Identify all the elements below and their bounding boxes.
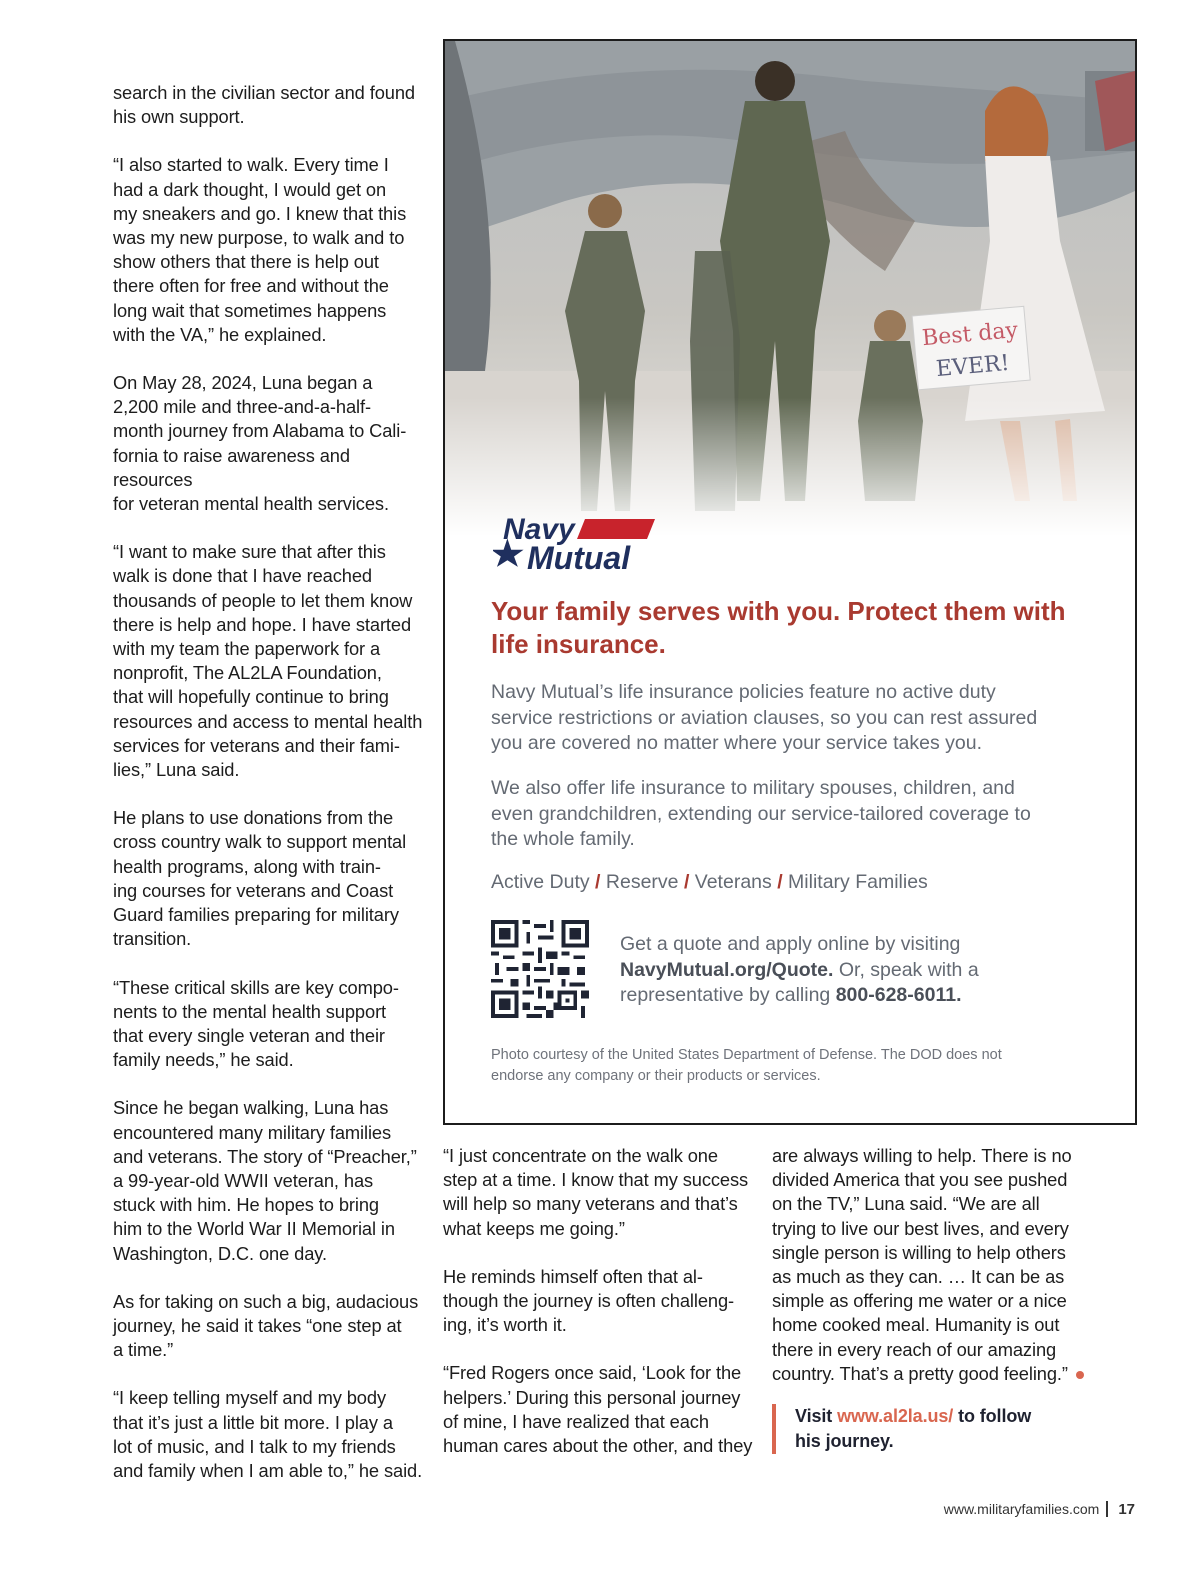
callout-visit-text: Visit xyxy=(795,1406,838,1427)
category-veterans: Veterans xyxy=(694,871,772,893)
logo-text-navy: Navy xyxy=(503,513,575,546)
category-military-families: Military Families xyxy=(788,871,928,893)
ad-paragraph-policies: Navy Mutual’s life insurance policies feature no active duty service restrictions or aviation clauses, so you can rest assured you are covered no matter where your service takes you. xyxy=(491,681,1038,754)
article-column-1 xyxy=(113,81,425,1507)
al2la-link[interactable]: www.al2la.us/ xyxy=(837,1406,954,1427)
callout-rest-text: to follow his journey. xyxy=(795,1406,1032,1452)
article-closing-paragraph xyxy=(772,1144,1084,1386)
article-paragraph: Since he began walking, Luna has encountered many military families and veterans. The story of “Preacher,” a 99-year-old WWII veteran, has stuck with him. He hopes to bring him to the World War II Memorial in Washington, D.C. one day. xyxy=(113,1097,417,1264)
qr-code-icon[interactable] xyxy=(491,920,589,1018)
logo-text-mutual: Mutual xyxy=(527,540,631,573)
ad-headline: Your family serves with you. Protect them with life insurance. xyxy=(491,596,1066,659)
article-paragraph: As for taking on such a big, audacious journey, he said it takes “one step at a time.” xyxy=(113,1290,419,1361)
ad-paragraph-family: We also offer life insurance to military spouses, children, and even grandchildren, extending our service-tailored coverage to the whole family. xyxy=(491,777,1031,850)
article-column-2 xyxy=(443,1144,755,1482)
article-paragraph: “I keep telling myself and my body that it’s just a little bit more. I play a lot of music, and I talk to my friends and family when I am able to,” he said. xyxy=(113,1387,423,1481)
photo-credit: Photo courtesy of the United States Department of Defense. The DOD does not endorse any company or their products or services. xyxy=(491,1047,1002,1084)
phone-number-link[interactable]: 800-628-6011. xyxy=(835,984,962,1006)
article-paragraph: He plans to use donations from the cross country walk to support mental health programs, along with train- ing courses for veterans and Coast Guard families preparing for military transition. xyxy=(113,807,407,950)
category-reserve: Reserve xyxy=(605,871,679,893)
navy-mutual-logo xyxy=(493,511,663,573)
cta-middle-text: Or, speak with a representative by calling xyxy=(620,958,979,1006)
article-paragraph: “Fred Rogers once said, ‘Look for the helpers.’ During this personal journey of mine, I have realized that each human cares about the other, and they xyxy=(443,1362,753,1457)
page-number: 17 xyxy=(1118,1501,1135,1518)
category-separator: / xyxy=(683,871,690,893)
article-paragraph: “I want to make sure that after this walk is done that I have reached thousands of people to let them know there is help and hope. I have started with my team the paperwork for a nonprofit, The AL2LA Foundation, that will hopefully continue to bring resources and access to mental health services for veterans and their fami- lies,” Luna said. xyxy=(113,541,423,781)
article-paragraph: On May 28, 2024, Luna began a 2,200 mile and three-and-a-half- month journey from Alabama to Cali- fornia to raise awareness and resources for veteran mental health services. xyxy=(113,372,407,515)
end-mark-dot xyxy=(1076,1371,1084,1379)
ad-call-to-action xyxy=(620,932,1080,1009)
article-closing-text: are always willing to help. There is no divided America that you see pushed on the TV,” Luna said. “We are all trying to live our best lives, and every single person is willing to help others as much as they can. … It can be as simple as offering me water or a nice home cooked meal. Humanity is out there in every reach of our amazing country. That’s a pretty good feeling.” xyxy=(772,1145,1072,1384)
article-paragraph: “I also started to walk. Every time I had a dark thought, I would get on my sneakers and go. I knew that this was my new purpose, to walk and to show others that there is help out there often for free and without the long wait that sometimes happens with the VA,” he explained. xyxy=(113,154,407,345)
footer-site-link[interactable]: www.militaryfamilies.com xyxy=(943,1501,1100,1517)
page-footer xyxy=(880,1501,1135,1518)
ad-category-list xyxy=(491,871,928,894)
navy-mutual-ad xyxy=(443,39,1137,1125)
category-separator: / xyxy=(777,871,783,893)
footer-divider xyxy=(1106,1501,1108,1517)
article-column-3 xyxy=(772,1144,1084,1454)
article-paragraph: “These critical skills are key compo- nents to the mental health support that every single veteran and their family needs,” he said. xyxy=(113,976,399,1071)
follow-journey-callout xyxy=(772,1404,1084,1454)
family-walking-photo xyxy=(445,41,1135,536)
cta-prefix-text: Get a quote and apply online by visiting xyxy=(620,933,961,955)
category-active-duty: Active Duty xyxy=(491,871,590,893)
article-paragraph: search in the civilian sector and found his own support. xyxy=(113,82,415,128)
category-separator: / xyxy=(595,871,601,893)
article-paragraph: He reminds himself often that al- though the journey is often challeng- ing, it’s worth it. xyxy=(443,1265,735,1336)
article-paragraph: “I just concentrate on the walk one step at a time. I know that my success will help so many veterans and that’s what keeps me going.” xyxy=(443,1145,749,1239)
quote-url-link[interactable]: NavyMutual.org/Quote. xyxy=(620,958,834,981)
